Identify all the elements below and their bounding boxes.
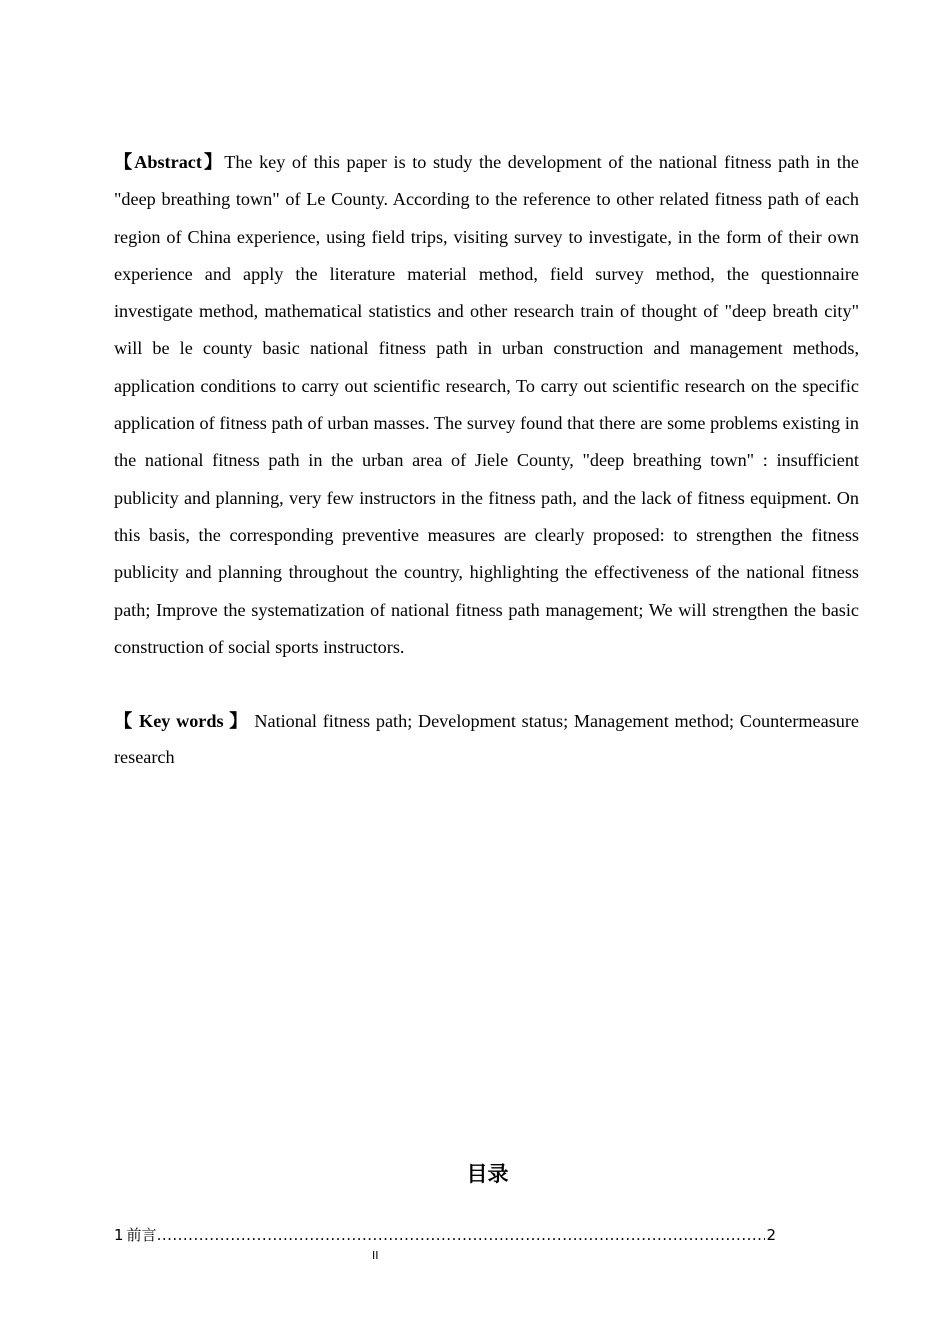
toc-leader-dots [157,1224,766,1246]
keywords-label: 【 Key words 】 [114,711,249,731]
toc-entry-number: 1 [114,1226,124,1244]
toc-entry[interactable] [114,1224,776,1246]
toc-entry-title: 前言 [126,1226,157,1244]
abstract-text: The key of this paper is to study the development of the national fitness path in the "deep breathing town" of Le County. According to the reference to other related fitness path of each region of China experience, using field trips, visiting survey to investigate, in the form of their own experience and apply the literature material method, field survey method, the questionnaire investigate method, mathematical statistics and other research train of thought of "deep breath city" will be le county basic national fitness path in urban construction and management methods, application conditions to carry out scientific research, To carry out scientific research on the specific application of fitness path of urban masses. The survey found that there are some problems existing in the national fitness path in the urban area of Jiele County, "deep breathing town" : insufficient publicity and planning, very few instructors in the fitness path, and the lack of fitness equipment. On this basis, the corresponding preventive measures are clearly proposed: to strengthen the fitness publicity and planning throughout the country, highlighting the effectiveness of the national fitness path; Improve the systematization of national fitness path management; We will strengthen the basic construction of social sports instructors. [114,152,859,657]
toc-entry-page: 2 [766,1226,776,1244]
abstract-paragraph [114,144,859,666]
page-number: II [372,1249,379,1262]
keywords-paragraph [114,703,859,775]
toc-title: 目录 [466,1162,509,1186]
abstract-label: 【Abstract】 [114,152,225,172]
keywords-text: National fitness path; Development status; Management method; Countermeasure research [114,711,859,767]
